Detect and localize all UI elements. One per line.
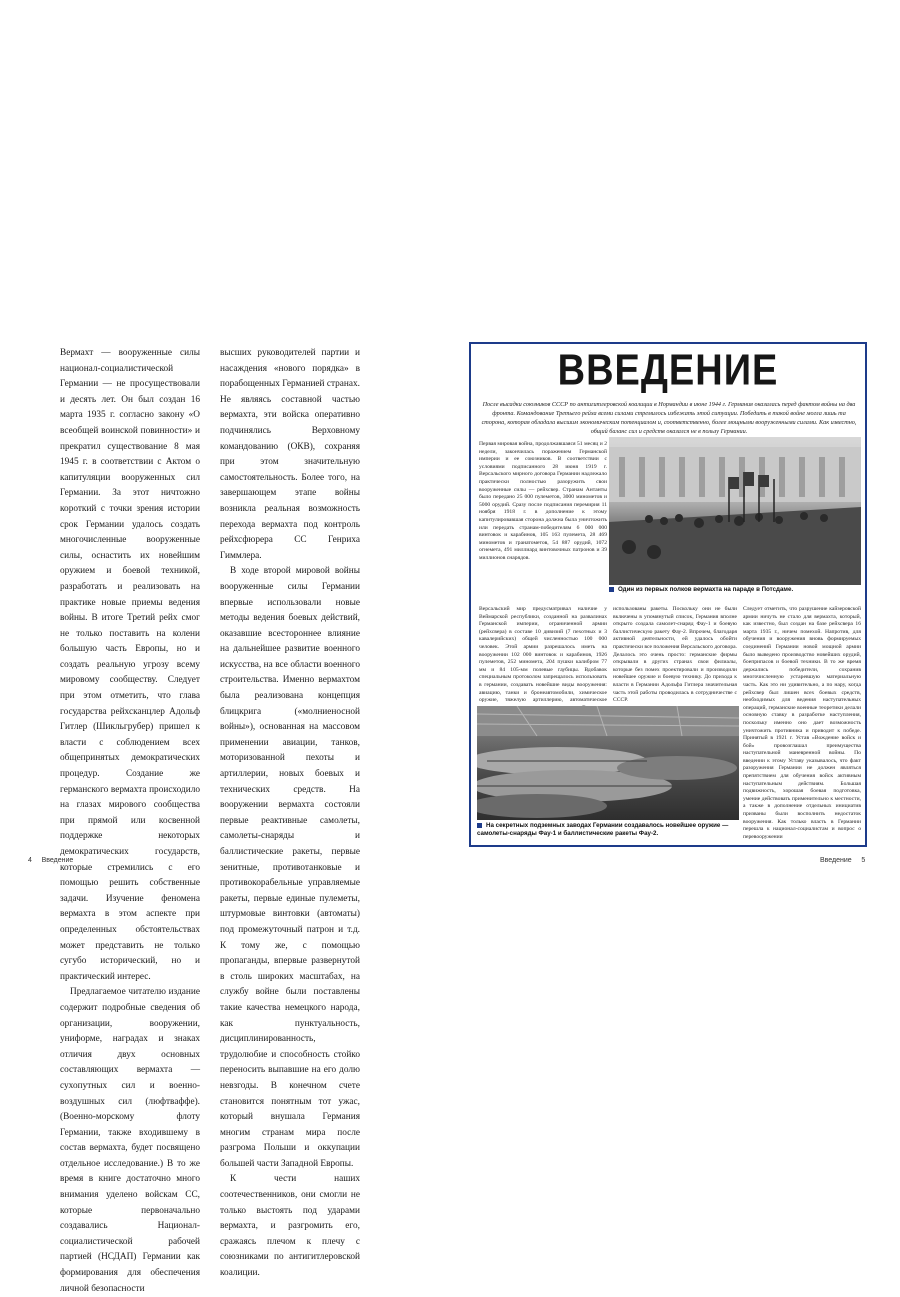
parade-photo-illustration: [609, 437, 861, 585]
parade-photo: [609, 437, 861, 585]
paragraph: К чести наших соотечественников, они смогли не только выстоять под ударами вермахта, и разгромить его, сражаясь плечом к плечу с союзниками по антигитлеровской коалиции.: [220, 1174, 360, 1279]
body-text-column: Версальский мир предусматривал наличие у Веймарской республики, созданной на развалинах Германской империи, ограниченной армии (рейхсвера) в составе 10 дивизий (7 пехотных и 3 кавалерийских) общей численностью 100 000 человек. Этой армии разрешалось иметь на вооружении 102 000 винтовок и карабинов, 1926 пулеметов, 252 миномета, 204 пушки калибром 77 мм и 84 105-мм полевые гаубицы. Вдобавок специальным протоколом запрещалось использовать в германии, создавать новейшие виды вооружения: авиацию, танки и бронеавтомобили, химическое оружие, тяжелую артиллерию, автоматическое: [479, 606, 607, 704]
factory-photo-caption: [477, 822, 739, 838]
parade-photo-caption: [609, 586, 861, 594]
intro-paragraph: После высадки союзников СССР по антигитлеровской коалиции в Нормандии в июне 1944 г. Германия оказалась перед фактом войны на два фронта. Командование Третьего рейха всеми силами стремилось избежать этой ситуации. Победить в такой войне могла лишь та сторона, которая обладала высшим экономическим потенциалом и, соответственно, более мощными вооруженными силами. Как известно, общий баланс сил и средств оказался не в пользу Германии.: [481, 401, 857, 435]
right-page-frame: [469, 342, 867, 847]
factory-photo: [477, 706, 739, 820]
caption-marker-icon: [609, 587, 614, 592]
left-page-column-1: [60, 346, 200, 1297]
paragraph: высших руководителей партии и насаждения «нового порядка» в порабощенных Германией странах. Не являясь составной частью вермахта, эти войска оперативно подчинялись Верховному командованию (ОКВ), сохраняя при этом значительную самостоятельность. Более того, на завершающем этапе войны возникла реальная возможность перехода вермахта под контроль рейхсфюрера СС Генриха Гиммлера.: [220, 348, 361, 561]
caption-marker-icon: [477, 823, 482, 828]
page-footer-left: 4 Введение: [28, 857, 74, 864]
caption-text: На секретных подземных заводах Германии создавалось новейшее оружие — самолеты-снаряды Фау-1 и баллистические ракеты Фау-2.: [477, 822, 729, 837]
left-page-column-2: [220, 346, 360, 1282]
paragraph: Вермахт — вооруженные силы национал-социалистической Германии — не просуществовали и десять лет. Он был создан 16 марта 1935 г. согласно закону «О всеобщей воинской повинности» и прекратил существование 8 мая 1945 г. в соответствии с Актом о капитуляции вооруженных сил Германии. За этот ничтожно короткий с точки зрения истории срок Германии удалось создать многочисленные вооруженные силы, оснастить их новейшим оружием и боевой техникой, разработать и реализовать на практике новые приемы ведения войны. В итоге Третий рейх смог не только поставить на колени большую часть Европы, но и создать реальную угрозу всему мировому сообществу. Следует при этом отметить, что глава государства рейхсканцлер Адольф Гитлер (Шикльгрубер) пришел к власти с соблюдением всех общепринятых демократических процедур. Создание же германского вермахта происходило на глазах мирового сообщества при прямой или косвенной поддержке некоторых демократических государств, которые стремились с его помощью решить собственные задачи. Изучение феномена вермахта в этом аспекте при определенных обстоятельствах может представить не только сугубо исторический, но и практический интерес.: [60, 348, 200, 982]
paragraph: В ходе второй мировой войны вооруженные силы Германии впервые использовали новые методы ведения боевых действий, оказавшие всестороннее влияние на дальнейшее развитие военного искусства, на все области военного строительства. Именно вермахтом была реализована концепция блицкрига («молниеносной войны»), основанная на массовом применении авиации, танков, моторизованной пехоты и артиллерии, новых боевых и технических средств. На вооружении вермахта состояли первые реактивные самолеты, самолеты-снаряды и баллистические ракеты, первые зенитные, противотанковые и противокорабельные управляемые ракеты, первые единые пулеметы, штурмовые винтовки (автоматы) под промежуточный патрон и т.д. К тому же, с помощью пропаганды, впервые развернутой в столь широких масштабах, на службу войне были поставлены такие качества немецкого народа, как пунктуальность, дисциплинированность, трудолюбие и способность стойко переносить выпавшие на его долю невзгоды. В конечном счете становится понятным тот ужас, который внушала Германия многим странам мира после разгрома Польши и оккупации большей части Западной Европы.: [220, 566, 360, 1169]
paragraph: Предлагаемое читателю издание содержит подробные сведения об организации, вооружении, униформе, наградах и знаках отличия двух основных составляющих вермахта — сухопутных сил и военно-воздушных сил (люфтваффе). (Военно-морскому флоту Германии, также входившему в состав вермахта, будет посвящено отдельное исследование.) В то же время в книге достаточно много внимания уделено войскам СС, которые первоначально создавались Национал-социалистической рабочей партией (НСДАП) Германии как формирования для обеспечения личной безопасности: [60, 987, 200, 1294]
body-text-column: использованы ракеты. Поскольку они не были включены в упомянутый список, Германия вполне открыто создала самолет-снаряд Фау-1 и боевую баллистическую ракету Фау-2. Впрочем, благодаря активной деятельности, ей удалось обойти практически все положения Версальского договора. Делалось это очень просто: германские фирмы открывали в других странах свои филиалы, которые без помех проектировали и производили новейшее оружие и боевую технику. До прихода к власти в Германии Адольфа Гитлера значительная часть этой работы проводилась в сотрудничестве с СССР.: [613, 606, 737, 704]
body-text-column: Первая мировая война, продолжавшаяся 51 месяц и 2 недели, закончилась поражением Германской империи и ее союзников. В соответствии с условиями подписанного 28 июня 1919 г. Версальского мирного договора Германии надлежало практически полностью разоружить свои вооруженные силы — рейхсвер. Странам Антанты было передано 25 000 пулеметов, 3000 минометов и 5000 орудий. Сразу после подписания перемирия 11 ноября 1918 г. в дополнение к этому капитулировавшая сторона должна была уничтожить или передать странам-победителям 6 000 000 винтовок и карабинов, 105 163 пулемета, 28 469 минометов и гранатометов, 54 887 орудий, 1072 огнемета, 491 миллиард винтовочных патронов и 39 миллионов снарядов.: [479, 441, 607, 561]
factory-photo-illustration: [477, 706, 739, 820]
page-footer-right: Введение 5: [820, 857, 866, 864]
body-text-column: Следует отметить, что разрушение кайзеровской армии ничуть не стало для вермахта, который, как известно, был создан на базе рейхсвера 16 марта 1935 г., ничем помехой. Напротив, для обучения и вооружения вновь формируемых соединений Германии новой мощной армии было выведено производство новейших орудий, боеприпасов и боевой техники. В то же время держались победители, сохранив многочисленную устаревшую материальную часть. Как это ни удивительно, а по нару, когда рейхсвер был лишен всех боевых средств, необходимых для ведения наступательных операций, германские военные теоретики делали основную ставку в разработке наступления, поскольку именно оно дает возможность уничтожить противника и приводит к победе. Принятый в 1921 г. Устав «Вождение войск и бой» провозглашал преимущества наступательной маневренной войны. По введении к этому Уставу указывалось, что факт разоружения Германии не должен являться препятствием для обучения войск активным наступательным действиям. Большая подвижность, хорошая боевая подготовка, умение действовать применительно к местности, а также в дополнение отдельных инициатив призваны были восполнить недостаток вооружения. Как только власть в Германии перешла к национал-социалистам и вопрос о перевооружении: [743, 606, 861, 840]
caption-text: Один из первых полков вермахта на параде в Потсдаме.: [618, 586, 794, 593]
page-title: ВВЕДЕНИЕ: [557, 346, 779, 396]
